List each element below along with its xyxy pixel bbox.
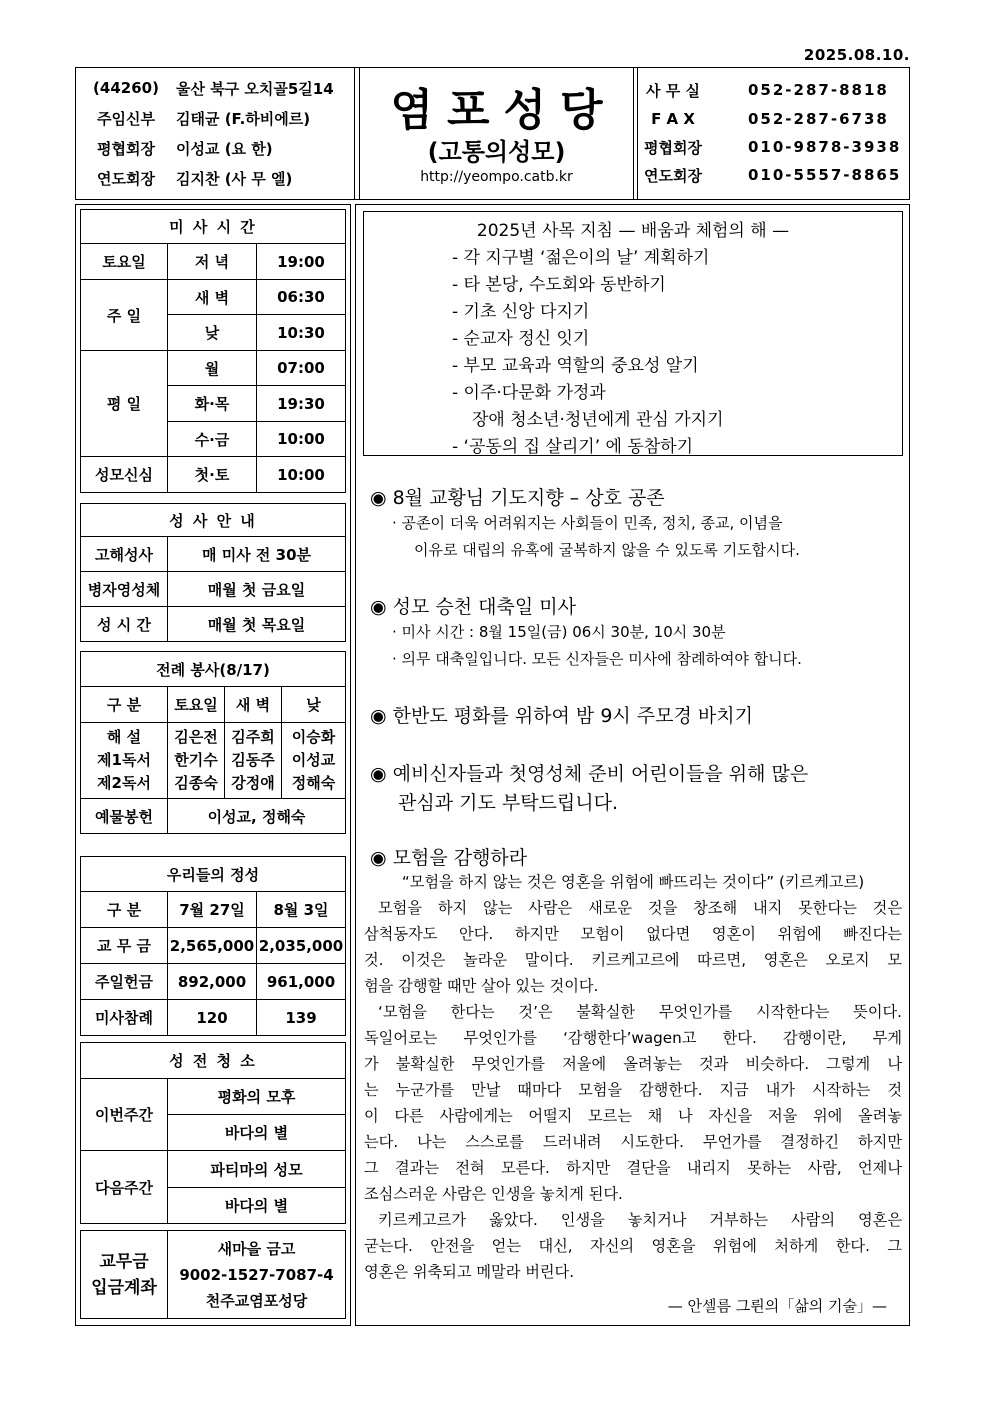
- guideline-item: 장애 청소년·청년에게 관심 가지기: [472, 410, 724, 430]
- address-row: (44260) 울산 북구 오치골5길14: [93, 79, 334, 98]
- essay-line: 것. 이것은 놀라운 말이다. 키르케고르에 따르면, 영혼은 오로지 모: [364, 951, 902, 969]
- sacrament-table: 성 사 안 내 고해성사 매 미사 전 30분 병자영성체 매월 첫 금요일 성 시 간 매월 첫 목요일: [80, 503, 346, 642]
- essay-quote: “모험을 하지 않는 것은 영혼을 위험에 빠뜨리는 것이다” (키르케고르): [401, 873, 865, 891]
- right-column: [355, 204, 910, 1326]
- notice-title: ◉ 예비신자들과 첫영성체 준비 어린이들을 위해 많은: [370, 763, 809, 785]
- notice-line: 관심과 기도 부탁드립니다.: [398, 792, 619, 814]
- contact-council: 평협회장 010-9878-3938: [644, 138, 902, 157]
- contact-yeondo: 연도회장 010-5557-8865: [644, 166, 902, 185]
- church-url[interactable]: http://yeompo.catb.kr: [420, 169, 573, 185]
- essay-line: 험을 감행할 때만 살아 있는 것이다.: [364, 977, 599, 995]
- church-name: 염포성당: [390, 85, 617, 136]
- essay-line: 모험을 하지 않는 사람은 새로운 것을 창조해 내지 못한다는 것은: [378, 899, 902, 917]
- essay-body: [364, 869, 902, 1285]
- pastor-row: 주임신부 김태균 (F.하비에르): [97, 109, 311, 128]
- guideline-item: - 기초 신앙 다지기: [452, 302, 590, 322]
- essay-line: 키르케고르가 옳았다. 인생을 놓치거나 거부하는 사람의 영혼은: [378, 1211, 902, 1229]
- notice-line: · 의무 대축일입니다. 모든 신자들은 미사에 참례하여야 합니다.: [392, 650, 802, 668]
- essay-source: — 안셀름 그륀의「삶의 기술」—: [667, 1297, 887, 1315]
- guideline-item: - 부모 교육과 역할의 중요성 알기: [452, 356, 699, 376]
- essay-line: ‘모험을 한다는 것’은 불확실한 무엇인가를 시작한다는 뜻이다.: [378, 1003, 902, 1021]
- header-info: [76, 68, 355, 199]
- essay-line: 독일어로는 무엇인가를 ‘감행한다’wagen고 한다. 감행이란, 무게: [364, 1029, 902, 1047]
- pastoral-guidelines: [363, 211, 903, 456]
- mass-times-table: 미 사 시 간 토요일 저 녁 19:00 주 일 새 벽 06:30 낮 10:30 평 일 월 07:00 화·목 19:30 수·금 10:00 성모신심 첫·토 10:00: [80, 209, 346, 493]
- guidelines-title: 2025년 사목 지침 — 배움과 체험의 해 —: [476, 221, 790, 241]
- yeondo-row: 연도회장 김지찬 (사 무 엘): [97, 169, 293, 188]
- essay-line: 굳는다. 안전을 얻는 대신, 자신의 영혼을 위험에 처하게 한다. 그: [364, 1237, 902, 1255]
- notice-line: · 공존이 더욱 어려워지는 사회들이 민족, 정치, 종교, 이념을: [392, 514, 783, 532]
- essay-line: 영혼은 위축되고 메말라 버린다.: [364, 1263, 575, 1281]
- cleaning-table: 성 전 청 소 이번주간 평화의 모후 바다의 별 다음주간 파티마의 성모 바다의 별: [80, 1042, 346, 1224]
- essay-line: 그 결과는 전혀 모른다. 하지만 결단을 내리지 못하는 사람, 언제나: [364, 1159, 902, 1177]
- essay-heading: ◉ 모험을 감행하라: [370, 847, 528, 869]
- left-column: [75, 204, 351, 1326]
- essay-line: 는다. 나는 스스로를 드러내려 시도한다. 무언가를 결정하긴 하지만: [364, 1133, 902, 1151]
- essay-line: 삼척동자도 안다. 하지만 모험이 없다면 영혼이 위험에 빠진다는: [364, 925, 902, 943]
- church-subtitle: (고통의성모): [427, 138, 566, 166]
- header-contacts: [637, 68, 909, 199]
- issue-date: 2025.08.10.: [803, 46, 910, 64]
- offering-table: 우리들의 정성 구 분 7월 27일 8월 3일 교 무 금 2,565,000 2,035,000 주일헌금 892,000 961,000 미사참례 120 139: [80, 856, 346, 1036]
- guideline-item: - 타 본당, 수도회와 동반하기: [452, 275, 666, 295]
- council-row: 평협회장 이성교 (요 한): [97, 139, 273, 158]
- header-title-block: [359, 68, 634, 199]
- essay-line: 이 다른 사람에게는 어떨지 모르는 채 나 자신을 저울 위에 올려놓: [364, 1107, 902, 1125]
- notice-title: ◉ 성모 승천 대축일 미사: [370, 596, 576, 618]
- essay-line: 조심스러운 사람은 인생을 놓치게 된다.: [364, 1185, 623, 1203]
- guideline-item: - 순교자 정신 잇기: [452, 329, 590, 349]
- notice-line: · 미사 시간 : 8월 15일(금) 06시 30분, 10시 30분: [392, 623, 726, 641]
- contact-fax: F A X 052-287-6738: [651, 110, 889, 128]
- notice-title: ◉ 한반도 평화를 위하여 밤 9시 주모경 바치기: [370, 705, 753, 727]
- notice-line: 이유로 대립의 유혹에 굴복하지 않을 수 있도록 기도합시다.: [414, 541, 800, 559]
- notice-title: ◉ 8월 교황님 기도지향 – 상호 공존: [370, 487, 665, 509]
- guideline-item: - 각 지구별 ‘젊은이의 날’ 계획하기: [452, 248, 710, 268]
- contact-office: 사 무 실 052-287-8818: [646, 81, 889, 100]
- bulletin-header: [75, 67, 910, 200]
- guideline-item: - 이주·다문화 가정과: [452, 383, 606, 403]
- guideline-item: - ‘공동의 집 살리기’ 에 동참하기: [452, 437, 694, 457]
- essay-line: 는 누군가를 만날 때마다 모험을 감행한다. 지금 내가 시작하는 것: [364, 1081, 902, 1099]
- liturgy-service-table: 전례 봉사(8/17) 구 분 토요일 새 벽 낮 해 설 제1독서 제2독서 김은전 한기수 김종숙 김주희 김동주 강정애 이승화 이성교 정해숙 예물봉헌 이성교, 정해숙: [80, 651, 346, 834]
- account-table: 교무금 입금계좌 새마을 금고 9002-1527-7087-4 천주교염포성당: [80, 1230, 346, 1319]
- essay-line: 가 불확실한 무엇인가를 저울에 올려놓는 것과 비슷하다. 그렇게 나: [364, 1055, 902, 1073]
